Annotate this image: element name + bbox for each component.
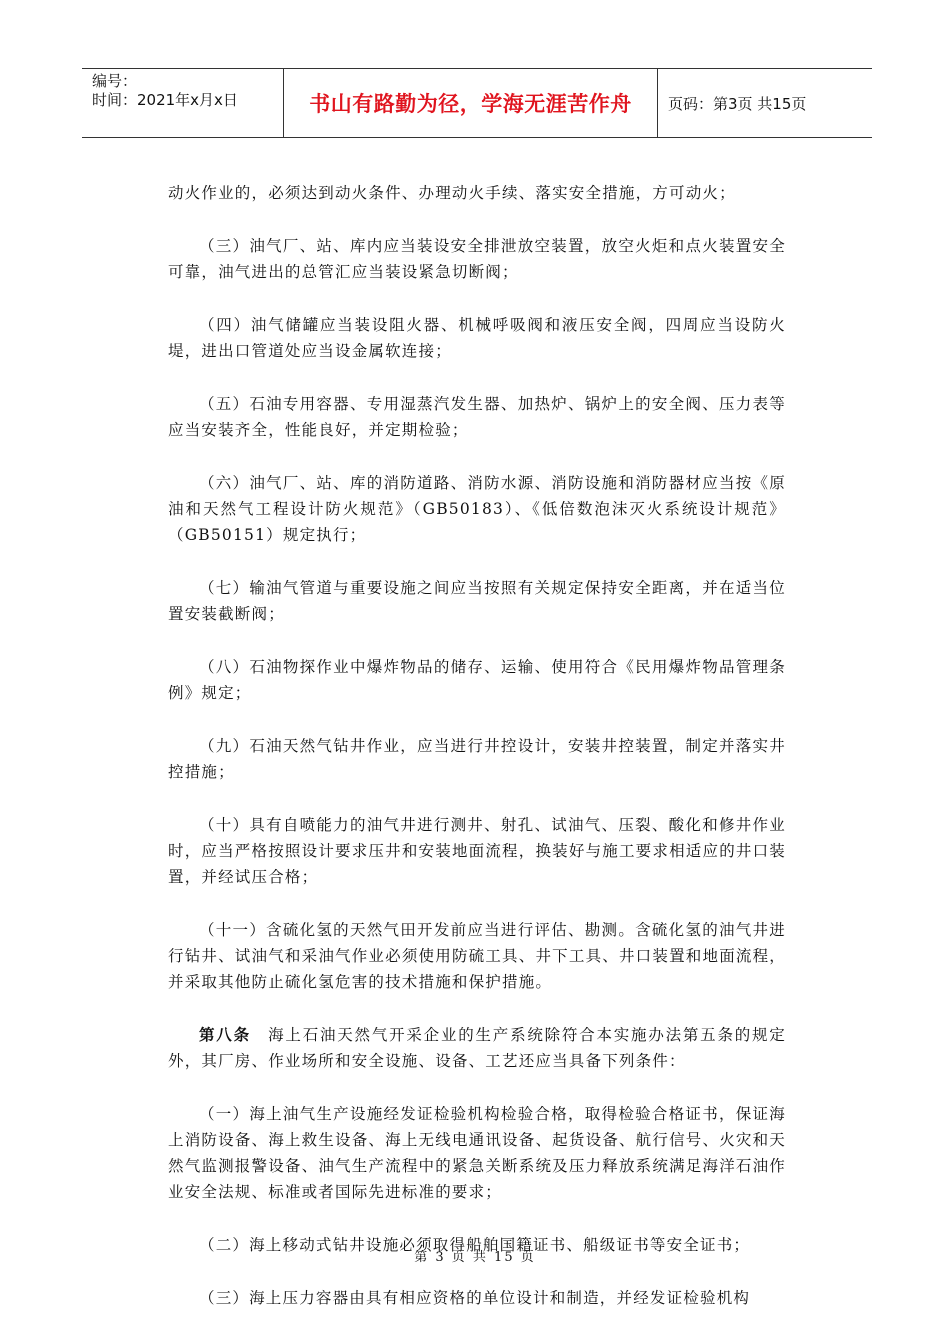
header-page-cell — [658, 69, 872, 137]
paragraph: （八）石油物探作业中爆炸物品的储存、运输、使用符合《民用爆炸物品管理条例》规定； — [168, 658, 786, 702]
paragraph: （十）具有自喷能力的油气井进行测井、射孔、试油气、压裂、酸化和修井作业时，应当严格按照设计要求压井和安装地面流程，换装好与施工要求相适应的井口装置，并经试压合格； — [168, 816, 786, 886]
header-table — [82, 68, 872, 138]
paragraph: （一）海上油气生产设施经发证检验机构检验合格，取得检验合格证书，保证海上消防设备、海上救生设备、海上无线电通讯设备、起货设备、航行信号、火灾和天然气监测报警设备、油气生产流程中的紧急关断系统及压力释放系统满足海洋石油作业安全法规、标准或者国际先进标准的要求； — [168, 1105, 786, 1201]
paragraph: （九）石油天然气钻井作业，应当进行井控设计，安装井控装置，制定并落实井控措施； — [168, 737, 786, 781]
paragraph: （十一）含硫化氢的天然气田开发前应当进行评估、勘测。含硫化氢的油气井进行钻井、试油气和采油气作业必须使用防硫工具、井下工具、井口装置和地面流程，并采取其他防止硫化氢危害的技术措施和保护措施。 — [168, 921, 786, 991]
header-page-number: 页码：第3页 共15页 — [668, 94, 807, 113]
header-motto: 书山有路勤为径，学海无涯苦作舟 — [309, 92, 632, 116]
header-motto-cell — [284, 69, 658, 137]
page-footer: 第 3 页 共 15 页 — [414, 1250, 536, 1265]
paragraph: （六）油气厂、站、库的消防道路、消防水源、消防设施和消防器材应当按《原油和天然气工程设计防火规范》（GB50183）、《低倍数泡沫灭火系统设计规范》（GB50151）规定执行； — [168, 474, 786, 544]
paragraph: （三）海上压力容器由具有相应资格的单位设计和制造，并经发证检验机构 — [199, 1289, 751, 1307]
article-heading: 第八条 — [199, 1025, 251, 1044]
document-number: 编号： — [92, 72, 138, 90]
paragraph: （五）石油专用容器、专用湿蒸汽发生器、加热炉、锅炉上的安全阀、压力表等应当安装齐全，性能良好，并定期检验； — [168, 395, 786, 439]
article-paragraph: 第八条 海上石油天然气开采企业的生产系统除符合本实施办法第五条的规定外，其厂房、作业场所和安全设施、设备、工艺还应当具备下列条件： — [168, 1025, 787, 1070]
paragraph: （二）海上移动式钻井设施必须取得船舶国籍证书、船级证书等安全证书； — [199, 1236, 751, 1254]
document-body — [168, 180, 786, 1338]
paragraph: （四）油气储罐应当装设阻火器、机械呼吸阀和液压安全阀，四周应当设防火堤，进出口管道处应当设金属软连接； — [168, 316, 786, 360]
paragraph: 动火作业的，必须达到动火条件、办理动火手续、落实安全措施，方可动火； — [168, 184, 736, 202]
header-meta — [82, 69, 284, 137]
paragraph: （三）油气厂、站、库内应当装设安全排泄放空装置，放空火炬和点火装置安全可靠，油气进出的总管汇应当装设紧急切断阀； — [168, 237, 786, 281]
paragraph: （七）输油气管道与重要设施之间应当按照有关规定保持安全距离，并在适当位置安装截断阀； — [168, 579, 786, 623]
document-time: 时间：2021年x月x日 — [92, 91, 238, 109]
